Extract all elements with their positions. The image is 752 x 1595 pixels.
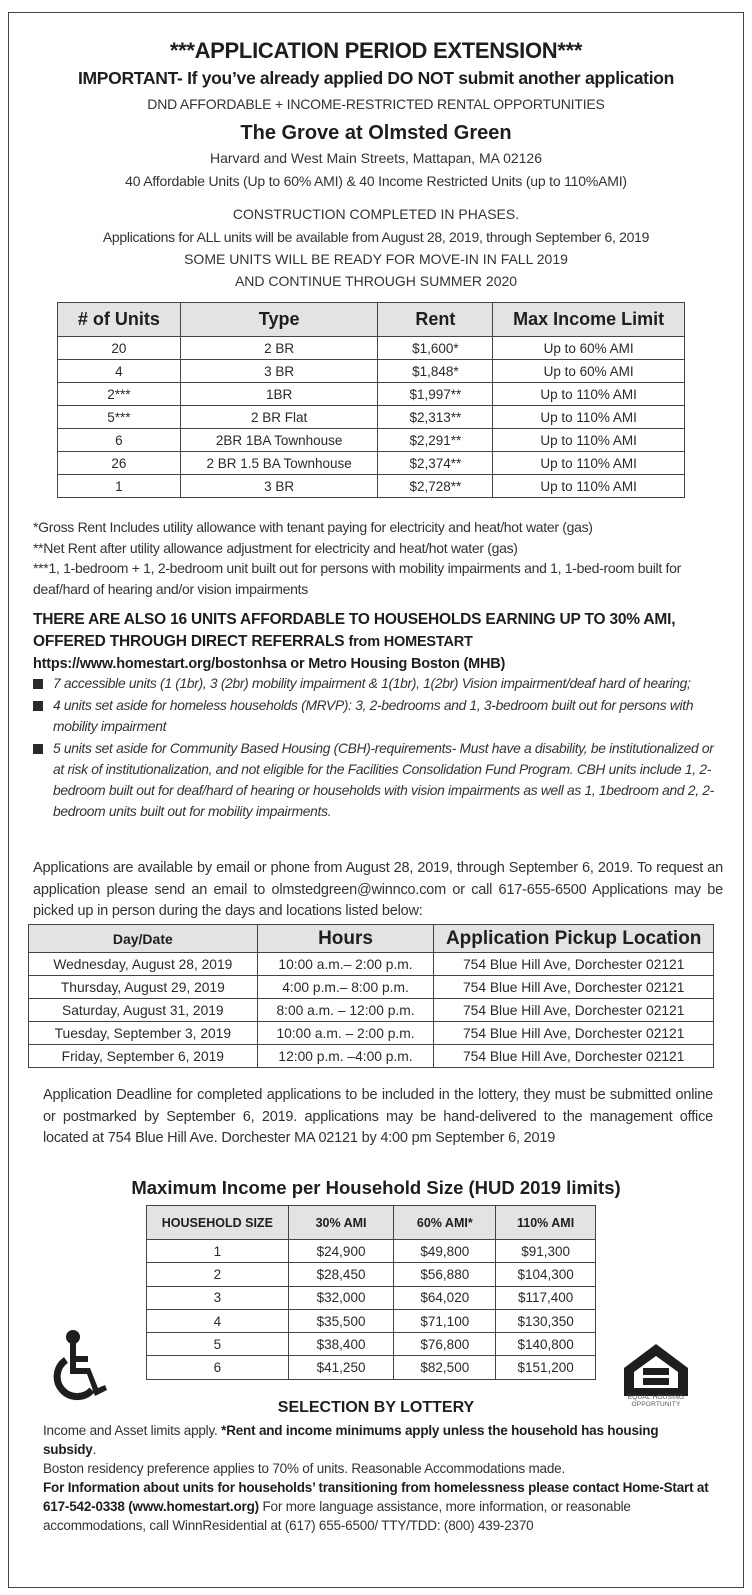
important-notice: IMPORTANT- If you’ve already applied DO NOT submit another application bbox=[77, 68, 675, 88]
cell: 4 bbox=[147, 1309, 289, 1332]
table-row bbox=[147, 1333, 596, 1356]
cell: 1 bbox=[58, 475, 181, 498]
square-bullet-icon bbox=[33, 679, 43, 689]
wheelchair-accessibility-icon bbox=[52, 1330, 108, 1402]
col-header-units: # of Units bbox=[58, 303, 181, 337]
cell: 10:00 a.m. – 2:00 p.m. bbox=[257, 1022, 434, 1045]
income-table-header bbox=[147, 1206, 596, 1240]
cell: Saturday, August 31, 2019 bbox=[29, 999, 258, 1022]
cell: 3 bbox=[147, 1286, 289, 1309]
cell: 4:00 p.m.– 8:00 p.m. bbox=[257, 976, 434, 999]
table-row bbox=[29, 953, 714, 976]
table-row bbox=[58, 383, 685, 406]
units-table-header bbox=[58, 303, 685, 337]
extension-banner: ***APPLICATION PERIOD EXTENSION*** bbox=[169, 38, 583, 63]
cell: $117,400 bbox=[496, 1286, 596, 1309]
cell: Up to 110% AMI bbox=[493, 452, 685, 475]
unit-summary: 40 Affordable Units (Up to 60% AMI) & 40 Income Restricted Units (up to 110%AMI) bbox=[125, 173, 627, 189]
cell: 8:00 a.m. – 12:00 p.m. bbox=[257, 999, 434, 1022]
col-header-day-date: Day/Date bbox=[29, 925, 258, 953]
table-row bbox=[147, 1263, 596, 1286]
table-row bbox=[58, 452, 685, 475]
cell: 20 bbox=[58, 337, 181, 360]
cell: $2,728** bbox=[378, 475, 493, 498]
cell: Tuesday, September 3, 2019 bbox=[29, 1022, 258, 1045]
referral-heading-source: from HOMESTART https://www.homestart.org/bostonhsa or Metro Housing Boston (MHB) bbox=[33, 634, 506, 672]
table-row bbox=[29, 1045, 714, 1068]
referral-heading bbox=[33, 609, 723, 675]
table-row bbox=[58, 475, 685, 498]
col-header-30-ami: 30% AMI bbox=[288, 1206, 394, 1240]
pickup-table-header bbox=[29, 925, 714, 953]
cell: $28,450 bbox=[288, 1263, 394, 1286]
cell: 4 bbox=[58, 360, 181, 383]
cell: 26 bbox=[58, 452, 181, 475]
cell: $1,848* bbox=[378, 360, 493, 383]
cell: 6 bbox=[58, 429, 181, 452]
property-name: The Grove at Olmsted Green bbox=[240, 122, 512, 144]
property-address: Harvard and West Main Streets, Mattapan, MA 02126 bbox=[209, 150, 543, 166]
cell: 754 Blue Hill Ave, Dorchester 02121 bbox=[434, 999, 714, 1022]
cell: Wednesday, August 28, 2019 bbox=[29, 953, 258, 976]
cell: $49,800 bbox=[394, 1240, 496, 1263]
table-row bbox=[147, 1240, 596, 1263]
footnote-net-rent: **Net Rent after utility allowance adjustment for electricity and heat/hot water (gas) bbox=[33, 539, 518, 556]
equal-housing-label-2: OPPORTUNITY bbox=[631, 1401, 681, 1408]
cell: 5 bbox=[147, 1333, 289, 1356]
contact-paragraph bbox=[43, 1478, 713, 1535]
table-row bbox=[58, 337, 685, 360]
cell: $24,900 bbox=[288, 1240, 394, 1263]
cell: Thursday, August 29, 2019 bbox=[29, 976, 258, 999]
cell: $56,880 bbox=[394, 1263, 496, 1286]
cell: $64,020 bbox=[394, 1286, 496, 1309]
cell: 6 bbox=[147, 1356, 289, 1379]
cell: $71,100 bbox=[394, 1309, 496, 1332]
cell: 2 bbox=[147, 1263, 289, 1286]
table-row bbox=[29, 999, 714, 1022]
cell: Up to 110% AMI bbox=[493, 475, 685, 498]
footnote-accessible-units: ***1, 1-bedroom + 1, 2-bedroom unit built out for persons with mobility impairments and 1, 1-bed-room built for deaf/hard of hearing and/or vision impairments bbox=[33, 560, 681, 597]
winnresidential-contact: For more language assistance, more information, or reasonable accommodations, call WinnResidential at (617) 655-6500/ TTY/TDD: (800) 439-2370 bbox=[43, 1499, 631, 1533]
square-bullet-icon bbox=[33, 701, 43, 711]
cell: Up to 110% AMI bbox=[493, 383, 685, 406]
col-header-household-size: HOUSEHOLD SIZE bbox=[147, 1206, 289, 1240]
cell: 5*** bbox=[58, 406, 181, 429]
program-subtitle: DND AFFORDABLE + INCOME-RESTRICTED RENTAL OPPORTUNITIES bbox=[147, 96, 605, 112]
table-row bbox=[29, 976, 714, 999]
cell: 754 Blue Hill Ave, Dorchester 02121 bbox=[434, 976, 714, 999]
cell: $82,500 bbox=[394, 1356, 496, 1379]
cell: 1BR bbox=[180, 383, 378, 406]
table-row bbox=[58, 360, 685, 383]
referral-heading-main: THERE ARE ALSO 16 UNITS AFFORDABLE TO HOUSEHOLDS EARNING UP TO 30% AMI, OFFERED THROUGH DIRECT REFERRALS bbox=[33, 611, 676, 650]
cell: 3 BR bbox=[180, 360, 378, 383]
table-row bbox=[29, 1022, 714, 1045]
cell: $1,997** bbox=[378, 383, 493, 406]
cell: $35,500 bbox=[288, 1309, 394, 1332]
move-in-line-2: AND CONTINUE THROUGH SUMMER 2020 bbox=[234, 273, 518, 289]
cell: 10:00 a.m.– 2:00 p.m. bbox=[257, 953, 434, 976]
list-item: 5 units set aside for Community Based Housing (CBH)-requirements- Must have a disability, be institutionalized or at risk of institutionalization, and not eligible for the Facilities Consolidation Fund Program. CBH units include 1, 2-bedroom built out for deaf/hard of hearing or households with vision impairments as well as 1, 1bedroom and 2, 2-bedroom units built out for mobility impairments. bbox=[33, 738, 723, 822]
cell: $140,800 bbox=[496, 1333, 596, 1356]
rent-footnotes bbox=[33, 517, 723, 599]
cell: Up to 60% AMI bbox=[493, 337, 685, 360]
cell: 754 Blue Hill Ave, Dorchester 02121 bbox=[434, 1022, 714, 1045]
application-window: Applications for ALL units will be available from August 28, 2019, through September 6, 2019 bbox=[102, 229, 650, 245]
equal-housing-label-1: EQUAL HOUSING bbox=[627, 1394, 685, 1401]
table-row bbox=[58, 429, 685, 452]
cell: 2*** bbox=[58, 383, 181, 406]
cell: $91,300 bbox=[496, 1240, 596, 1263]
col-header-110-ami: 110% AMI bbox=[496, 1206, 596, 1240]
cell: 3 BR bbox=[180, 475, 378, 498]
cell: $41,250 bbox=[288, 1356, 394, 1379]
table-row bbox=[147, 1309, 596, 1332]
footnote-gross-rent: *Gross Rent Includes utility allowance with tenant paying for electricity and heat/hot water (gas) bbox=[33, 519, 593, 535]
cell: 754 Blue Hill Ave, Dorchester 02121 bbox=[434, 953, 714, 976]
income-limits-table bbox=[146, 1205, 596, 1380]
minimums-note: *Rent and income minimums apply unless the household has housing subsidy bbox=[43, 1423, 659, 1457]
cell: 12:00 p.m. –4:00 p.m. bbox=[257, 1045, 434, 1068]
cell: 2BR 1BA Townhouse bbox=[180, 429, 378, 452]
income-table-title: Maximum Income per Household Size (HUD 2019 limits) bbox=[131, 1177, 621, 1198]
cell: $1,600* bbox=[378, 337, 493, 360]
cell: 754 Blue Hill Ave, Dorchester 02121 bbox=[434, 1045, 714, 1068]
homestart-contact: For Information about units for households’ transitioning from homelessness please contact Home-Start at 617-542-0338 (www.homestart.org) bbox=[43, 1480, 709, 1514]
list-item: 4 units set aside for homeless households (MRVP): 3, 2-bedrooms and 1, 3-bedroom built out for persons with mobility impairment bbox=[33, 695, 723, 737]
limits-paragraph: Income and Asset limits apply. *Rent and income minimums apply unless the household has housing subsidy. bbox=[43, 1423, 659, 1457]
cell: $130,350 bbox=[496, 1309, 596, 1332]
list-item: 7 accessible units (1 (1br), 3 (2br) mobility impairment & 1(1br), 1(2br) Vision impairment/deaf hard of hearing; bbox=[33, 673, 723, 694]
move-in-line-1: SOME UNITS WILL BE READY FOR MOVE-IN IN FALL 2019 bbox=[184, 251, 568, 267]
cell: Up to 110% AMI bbox=[493, 406, 685, 429]
table-row bbox=[147, 1356, 596, 1379]
cell: $104,300 bbox=[496, 1263, 596, 1286]
cell: $38,400 bbox=[288, 1333, 394, 1356]
residency-preference: Boston residency preference applies to 70% of units. Reasonable Accommodations made. bbox=[43, 1461, 566, 1476]
cell: 2 BR bbox=[180, 337, 378, 360]
table-row bbox=[147, 1286, 596, 1309]
cell: 2 BR Flat bbox=[180, 406, 378, 429]
cell: 1 bbox=[147, 1240, 289, 1263]
square-bullet-icon bbox=[33, 744, 43, 754]
cell: $2,291** bbox=[378, 429, 493, 452]
referral-list bbox=[33, 673, 723, 823]
col-header-60-ami: 60% AMI* bbox=[394, 1206, 496, 1240]
cell: $2,313** bbox=[378, 406, 493, 429]
cell: $2,374** bbox=[378, 452, 493, 475]
col-header-type: Type bbox=[180, 303, 378, 337]
table-row bbox=[58, 406, 685, 429]
deadline-paragraph: Application Deadline for completed applications to be included in the lottery, they must be submitted online or postmarked by September 6, 2019. applications may be hand-delivered to the management office located at 754 Blue Hill Ave. Dorchester MA 02121 by 4:00 pm September 6, 2019 bbox=[43, 1087, 713, 1146]
construction-note: CONSTRUCTION COMPLETED IN PHASES. bbox=[232, 206, 520, 222]
cell: Friday, September 6, 2019 bbox=[29, 1045, 258, 1068]
cell: $32,000 bbox=[288, 1286, 394, 1309]
cell: $76,800 bbox=[394, 1333, 496, 1356]
col-header-rent: Rent bbox=[378, 303, 493, 337]
cell: Up to 110% AMI bbox=[493, 429, 685, 452]
cell: $151,200 bbox=[496, 1356, 596, 1379]
units-table bbox=[57, 302, 685, 498]
pickup-schedule-table bbox=[28, 924, 714, 1068]
col-header-max-income: Max Income Limit bbox=[493, 303, 685, 337]
col-header-location: Application Pickup Location bbox=[434, 925, 714, 953]
availability-paragraph: Applications are available by email or phone from August 28, 2019, through September 6, 2019. To request an application please send an email to olmstedgreen@winnco.com or call 617-655-6500 Applications may be picked up in person during the days and locations listed below: bbox=[33, 860, 723, 919]
cell: 2 BR 1.5 BA Townhouse bbox=[180, 452, 378, 475]
cell: Up to 60% AMI bbox=[493, 360, 685, 383]
lottery-heading: SELECTION BY LOTTERY bbox=[277, 1399, 475, 1416]
col-header-hours: Hours bbox=[257, 925, 434, 953]
